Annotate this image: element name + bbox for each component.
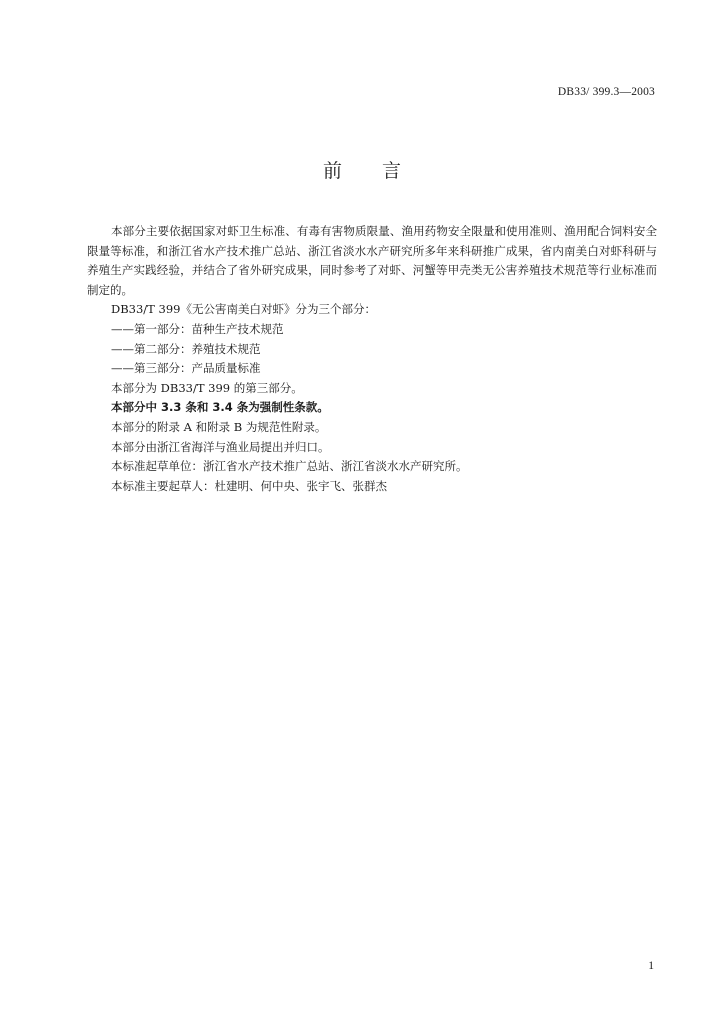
drafters: 本标准主要起草人：杜建明、何中央、张宇飞、张群杰 <box>111 478 387 493</box>
proposed-by: 本部分由浙江省海洋与渔业局提出并归口。 <box>111 439 330 454</box>
appendix-statement: 本部分的附录 A 和附录 B 为规范性附录。 <box>111 419 327 434</box>
part-item-1: ——第一部分：苗种生产技术规范 <box>111 321 284 336</box>
mandatory-clauses: 本部分中 3.3 条和 3.4 条为强制性条款。 <box>111 400 329 415</box>
intro-paragraph: 本部分主要依据国家对虾卫生标准、有毒有害物质限量、渔用药物安全限量和使用准则、渔用配合饲料安全限量等标准，和浙江省水产技术推广总站、浙江省淡水水产研究所多年来科研推广成果，省内南美白对虾科研与养殖生产实践经验，并结合了省外研究成果，同时参考了对虾、河蟹等甲壳类无公害养殖技术规范等行业标准而制定的。 <box>87 224 657 297</box>
drafting-units: 本标准起草单位：浙江省水产技术推广总站、浙江省淡水水产研究所。 <box>111 459 468 474</box>
standard-code: DB33/ 399.3—2003 <box>557 86 655 98</box>
page-number: 1 <box>648 960 654 972</box>
parts-intro: DB33/T 399《无公害南美白对虾》分为三个部分： <box>111 302 376 317</box>
this-part-statement: 本部分为 DB33/T 399 的第三部分。 <box>111 380 303 395</box>
title-char-2: 言 <box>382 160 402 182</box>
foreword-body <box>87 222 657 496</box>
title-char-1: 前 <box>322 160 342 182</box>
page-title <box>0 156 724 183</box>
part-item-3: ——第三部分：产品质量标准 <box>111 361 261 376</box>
part-item-2: ——第二部分：养殖技术规范 <box>111 341 261 356</box>
